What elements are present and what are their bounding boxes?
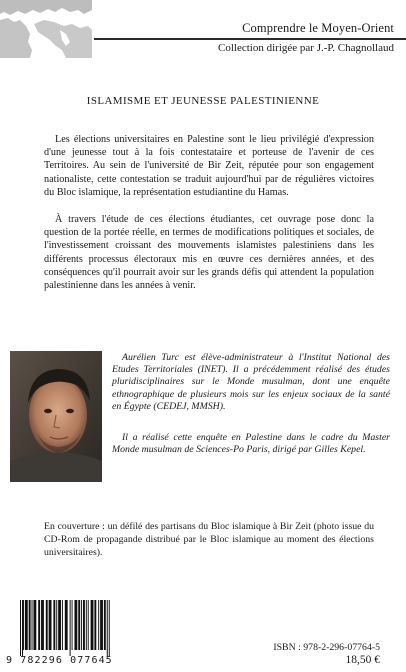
header xyxy=(0,0,406,64)
cover-credit: En couverture : un défilé des partisans du Bloc islamique à Bir Zeit (photo issue du CD-Rom de propagande distribué par le Bloc islamique au moment des élections universitaires). xyxy=(44,521,374,558)
blurb-paragraph: À travers l'étude de ces élections étudiantes, cet ouvrage pose donc la question de la portée réelle, en termes de modifications politiques et sociales, de l'investissement croissant des mouvements islamistes palestiniens dans les différents processus électoraux mis en œuvre ces dernières années, et des conséquences qu'il pourrait avoir sur les grands défis qui attendent la population palestinienne dans les années à venir. xyxy=(44,214,374,292)
series-director: Collection dirigée par J.-P. Chagnollaud xyxy=(218,42,394,54)
barcode xyxy=(10,595,126,661)
author-bio: Aurélien Turc est élève-administrateur à l'Institut National des Etudes Territoriales (INET). Il a précédemment réalisé des études pluridisciplinaires sur le Monde musulman, dont une enquête ethnographique de plusieurs mois sur les enjeux sociaux de la santé en Égypte (CEDEJ, MMSH). xyxy=(112,352,390,412)
price: 18,50 € xyxy=(345,654,380,666)
author-bio: Il a réalisé cette enquête en Palestine dans le cadre du Master Monde musulman de Sciences-Po Paris, dirigé par Gilles Kepel. xyxy=(112,432,390,456)
author-photo xyxy=(10,351,102,482)
isbn: ISBN : 978-2-296-07764-5 xyxy=(273,642,380,653)
book-title: ISLAMISME ET JEUNESSE PALESTINIENNE xyxy=(86,95,320,107)
barcode-digits: 9 782296 077645 xyxy=(6,655,113,666)
middle-east-map-logo xyxy=(0,0,92,58)
series-title: Comprendre le Moyen-Orient xyxy=(242,21,394,35)
header-divider xyxy=(94,38,406,40)
blurb-paragraph: Les élections universitaires en Palestine sont le lieu privilégié d'expression d'une jeunesse tout à la fois contestataire et porteuse de l'avenir de ces Territoires. Au sein de l'université de Bir Zeit, réputée pour son engagement nationaliste, cette contestation se traduit aujourd'hui par de régulières victoires du Bloc islamique, la représentation estudiantine du Hamas. xyxy=(44,134,374,198)
